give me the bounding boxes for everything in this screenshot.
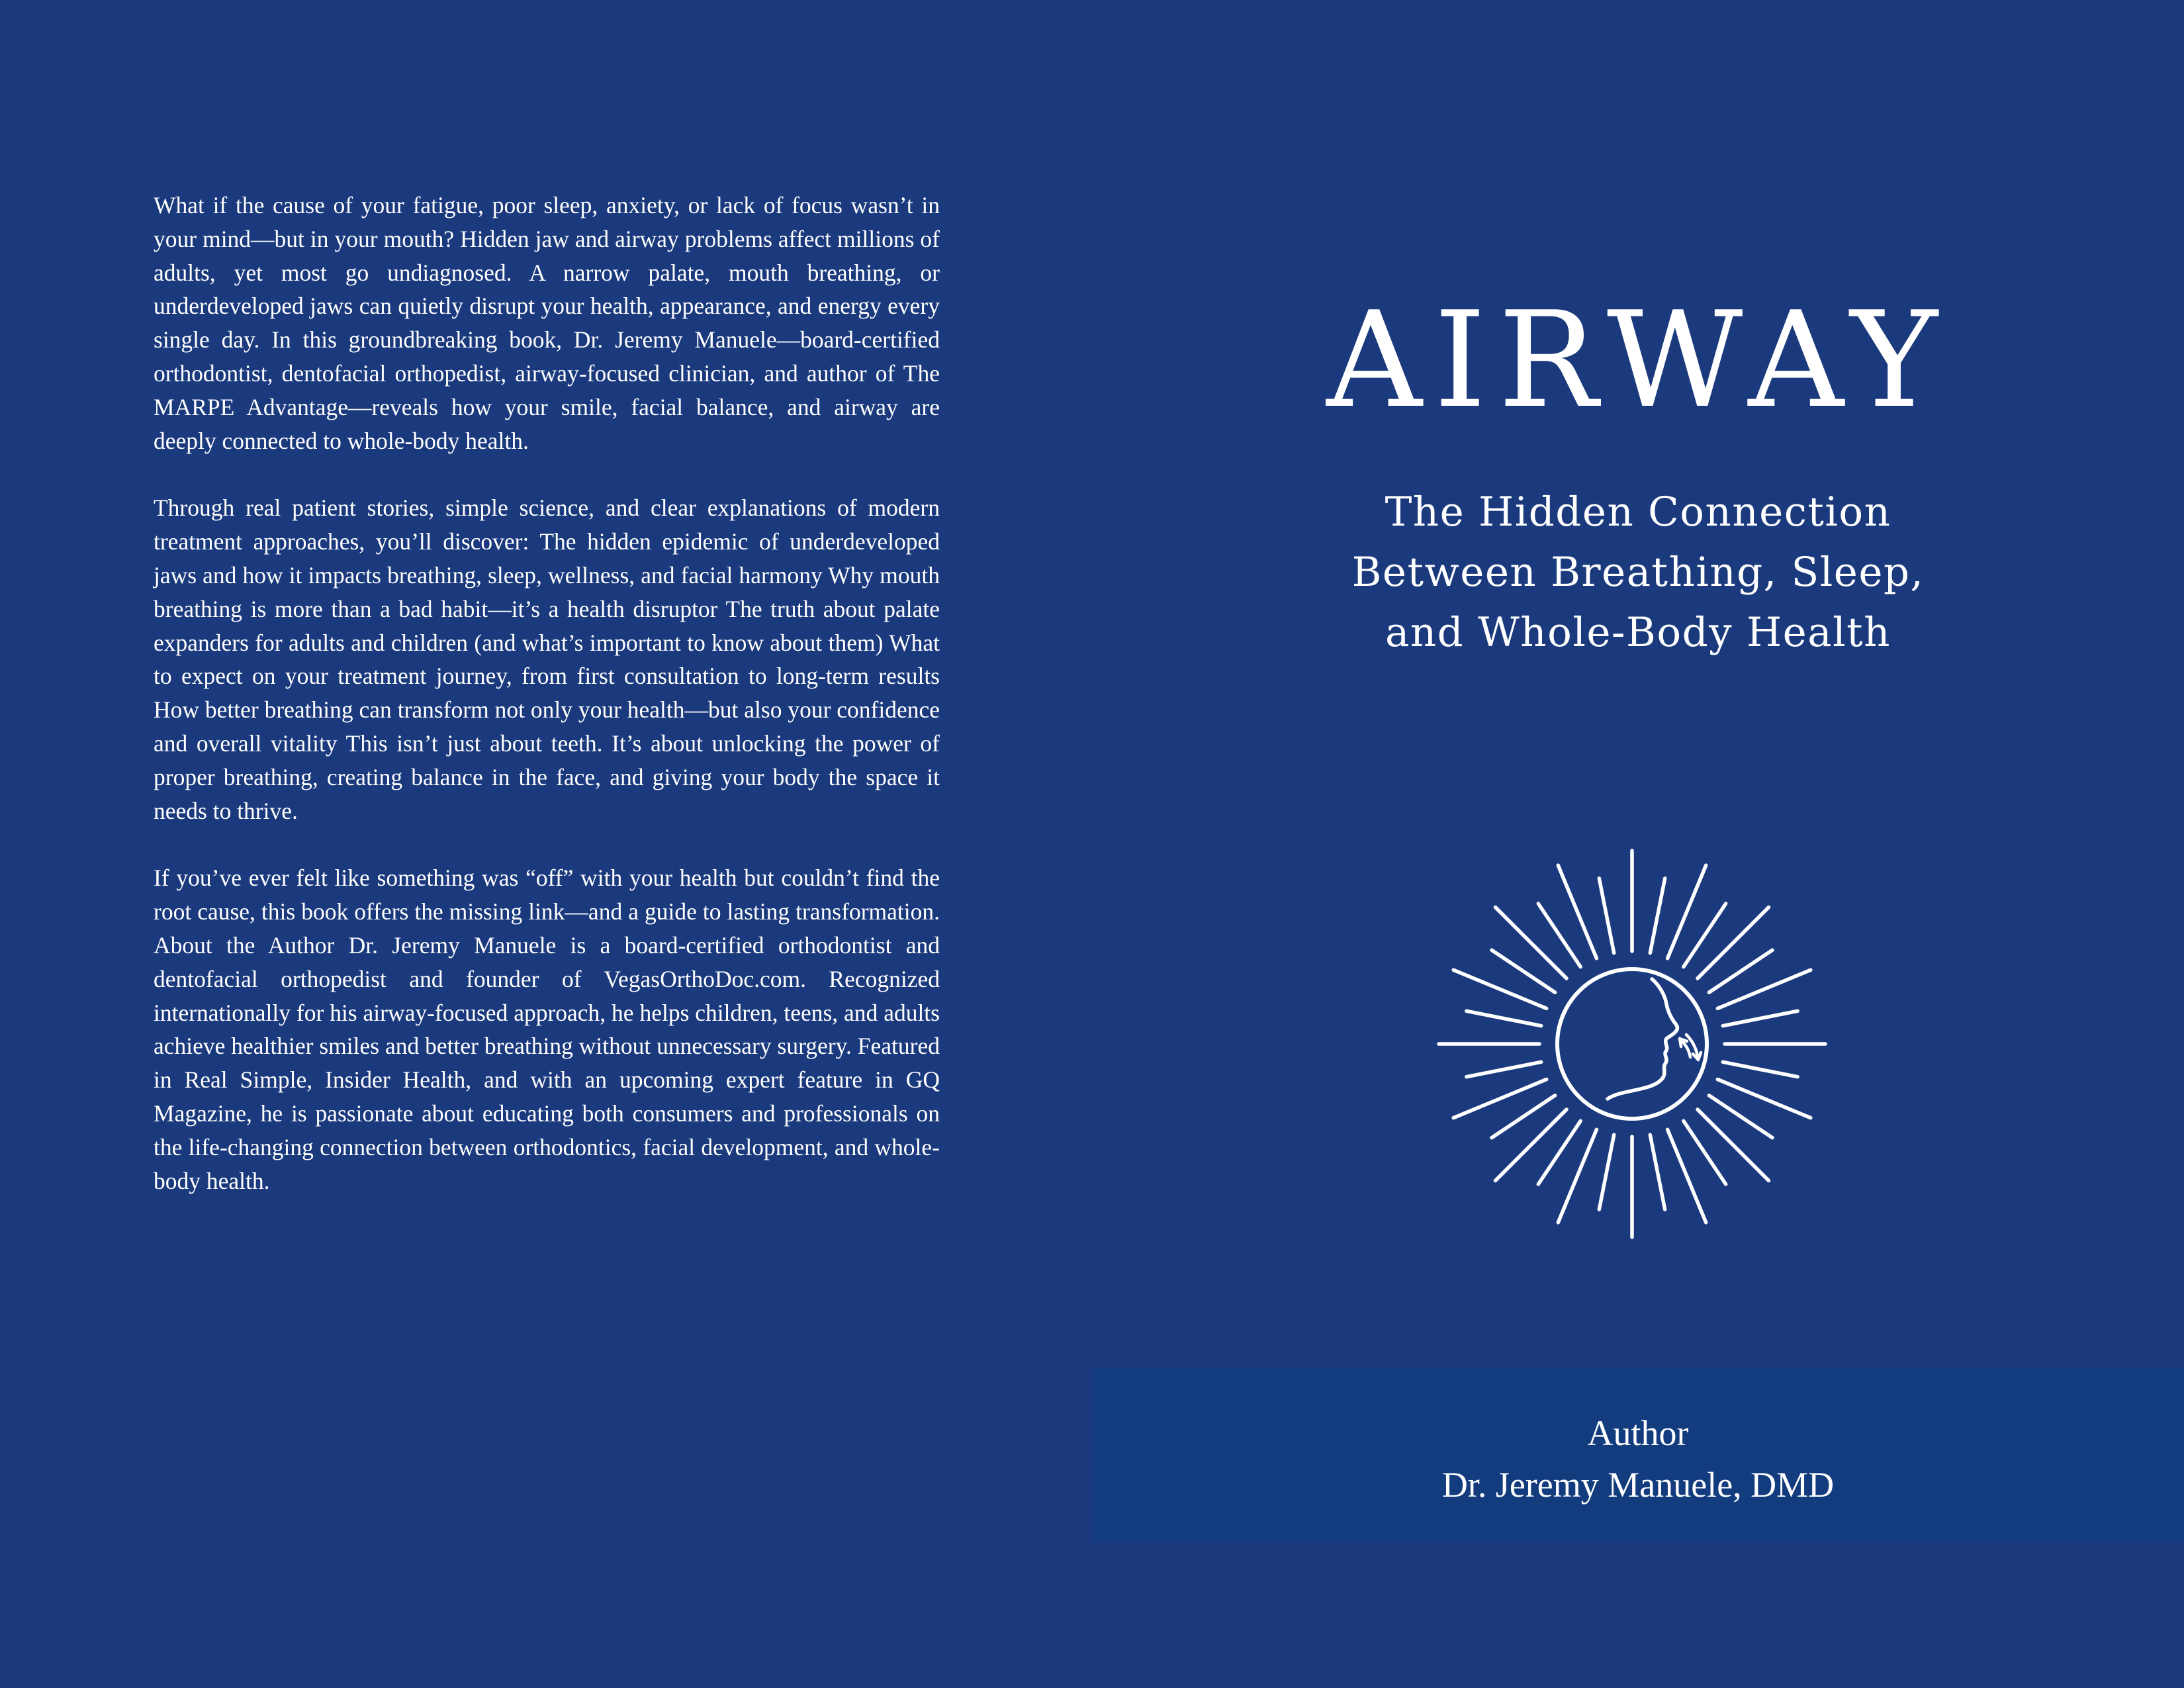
subtitle-line-3: and Whole-Body Health [1385,609,1891,656]
blurb-paragraph-1: What if the cause of your fatigue, poor sleep, anxiety, or lack of focus wasn’t in your mind—but in your mouth? Hidden jaw and airway problems affect millions of adults, yet most go undiagnosed. A narrow palate, mouth breathing, or underdeveloped jaws can quietly disrupt your health, appearance, and energy every single day. In this groundbreaking book, Dr. Jeremy Manuele—board-certified orthodontist, dentofacial orthopedist, airway-focused clinician, and author of The MARPE Advantage—reveals how your smile, facial balance, and airway are deeply connected to whole-body health. [154,192,940,454]
book-subtitle [1092,482,2184,663]
sunburst-ray [1467,1011,1541,1025]
book-title: AIRWAY [1326,283,1950,438]
subtitle-line-1: The Hidden Connection [1385,489,1891,536]
sunburst-ray [1723,1011,1797,1025]
subtitle-line-2: Between Breathing, Sleep, [1351,549,1925,596]
back-cover [154,189,940,1231]
sunburst-ray [1599,1135,1614,1209]
sunburst-ray [1650,878,1664,953]
blurb-paragraph-2: Through real patient stories, simple science, and clear explanations of modern treatment approaches, you’ll discover: The hidden epidemic of underdeveloped jaws and how it impacts breathing, sleep, wellness, and facial harmony Why mouth breathing is more than a bad habit—it’s a health disruptor The truth about palate expanders for adults and children (and what’s important to know about them) What to expect on your treatment journey, from first consultation to long-term results How better breathing can transform not only your health—but also your confidence and overall vitality This isn’t just about teeth. It’s about unlocking the power of proper breathing, creating balance in the face, and giving your body the space it needs to thrive. [154,494,940,824]
sunburst-ray [1698,908,1769,979]
sunburst-ray [1698,1109,1769,1181]
blurb-paragraph-3: If you’ve ever felt like something was “off” with your health but couldn’t find the root cause, this book offers the missing link—and a guide to lasting transformation. About the Author Dr. Jeremy Manuele is a board-certified orthodontist and dentofacial orthopedist and founder of VegasOrthoDoc.com. Recognized internationally for his airway-focused approach, he helps children, teens, and adults achieve healthier smiles and better breathing without unnecessary surgery. Featured in Real Simple, Insider Health, and with an upcoming expert feature in GQ Magazine, he is passionate about educating both consumers and professionals on the life-changing connection between orthodontics, facial development, and whole-body health. [154,865,940,1194]
author-band [1092,1368,2184,1542]
sunburst-ray [1650,1135,1664,1209]
author-name: Dr. Jeremy Manuele, DMD [1441,1465,1835,1505]
sunburst-face-breathing-icon [1433,845,1831,1243]
author-label: Author [1587,1413,1689,1453]
sunburst-ray [1496,1109,1567,1181]
sunburst-ray [1599,878,1614,953]
sunburst-ray [1467,1062,1541,1076]
sunburst-ray [1496,908,1567,979]
sunburst-ray [1723,1062,1797,1076]
